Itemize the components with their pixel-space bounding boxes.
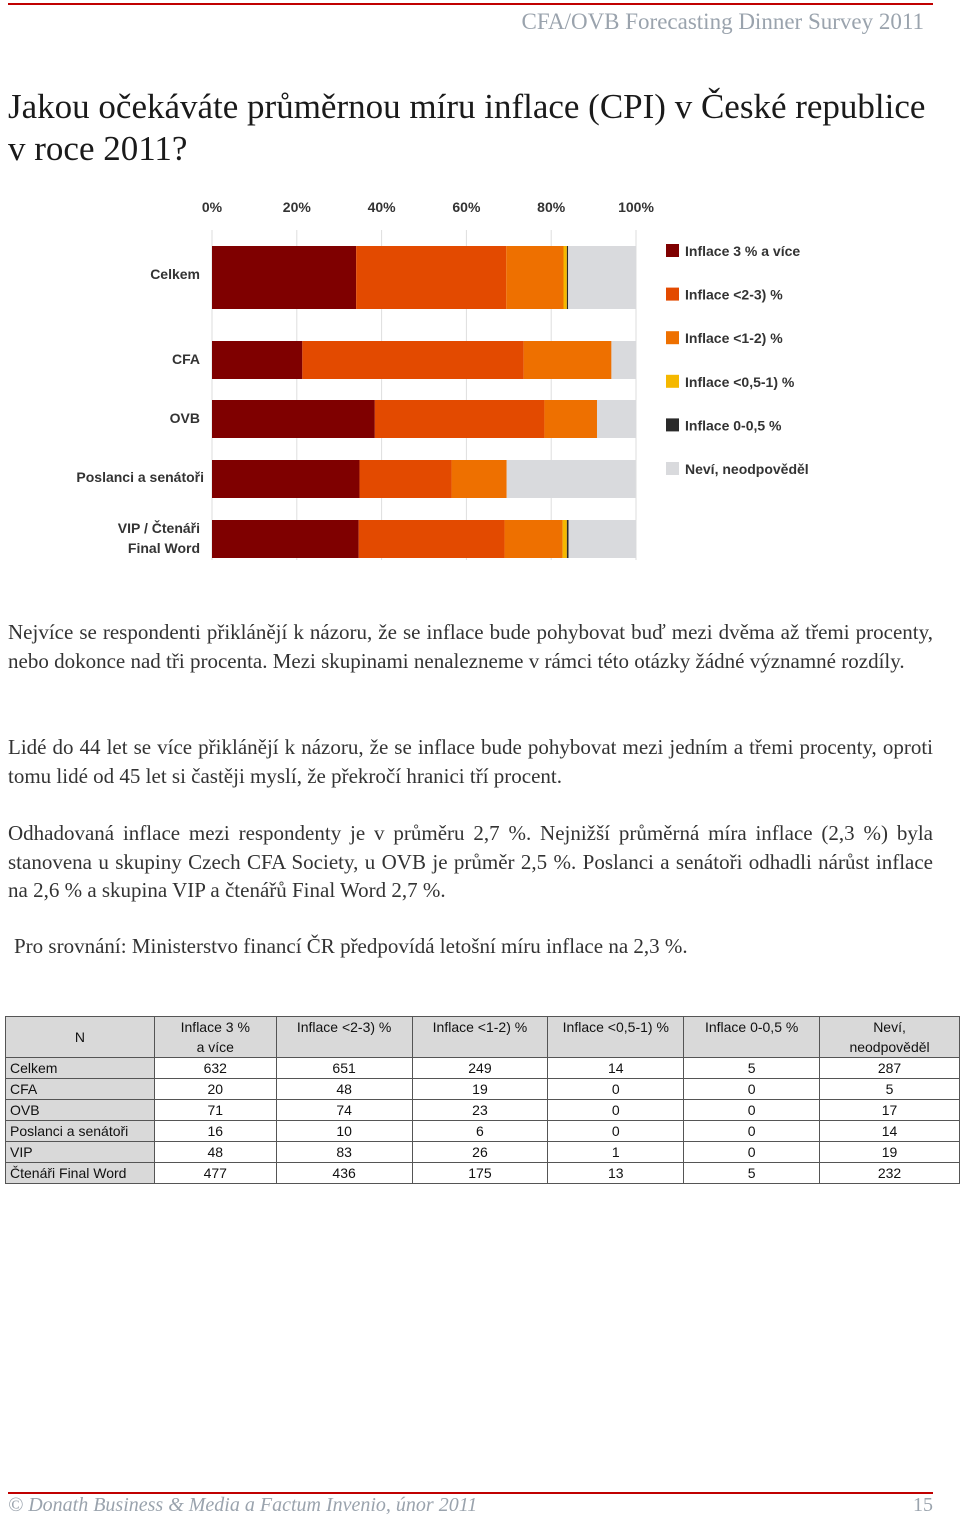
table-cell: 175 bbox=[412, 1163, 548, 1184]
bar-segment bbox=[212, 520, 359, 558]
table-cell: 5 bbox=[684, 1163, 820, 1184]
table-row bbox=[6, 1058, 960, 1079]
x-tick-label: 60% bbox=[452, 199, 481, 215]
table-cell: 71 bbox=[154, 1100, 276, 1121]
table-row bbox=[6, 1079, 960, 1100]
bar-segment bbox=[611, 341, 636, 379]
table-cell: 477 bbox=[154, 1163, 276, 1184]
bar-segment bbox=[563, 520, 567, 558]
bar-segment bbox=[505, 520, 563, 558]
legend-swatch bbox=[666, 418, 679, 431]
x-tick-label: 0% bbox=[201, 199, 223, 215]
bar-segment bbox=[569, 520, 636, 558]
question-title: Jakou očekáváte průměrnou míru inflace (CPI) v České republice v roce 2011? bbox=[8, 87, 926, 168]
bar-segment bbox=[360, 460, 452, 498]
table-row bbox=[6, 1121, 960, 1142]
table-row bbox=[6, 1142, 960, 1163]
legend-swatch bbox=[666, 375, 679, 388]
table-cell: 26 bbox=[412, 1142, 548, 1163]
table-cell: 0 bbox=[684, 1100, 820, 1121]
table-cell: 13 bbox=[548, 1163, 684, 1184]
bar-segment bbox=[544, 400, 597, 438]
table-cell: 0 bbox=[548, 1100, 684, 1121]
bar-segment bbox=[563, 246, 566, 309]
bar-segment bbox=[567, 246, 568, 309]
header-line-1: Inflace 3 % bbox=[180, 1019, 250, 1035]
bar-segment bbox=[524, 341, 612, 379]
table-cell: 23 bbox=[412, 1100, 548, 1121]
legend-label: Inflace <0,5-1) % bbox=[685, 373, 795, 390]
table-cell: 436 bbox=[276, 1163, 412, 1184]
table-cell: 0 bbox=[684, 1121, 820, 1142]
table-cell: 83 bbox=[276, 1142, 412, 1163]
table-cell: 651 bbox=[276, 1058, 412, 1079]
table-header-col bbox=[684, 1017, 820, 1058]
table-cell: 632 bbox=[154, 1058, 276, 1079]
bar-segment bbox=[597, 400, 636, 438]
table-cell: 0 bbox=[684, 1142, 820, 1163]
header-line-1: Neví, bbox=[873, 1019, 906, 1035]
table-cell: 10 bbox=[276, 1121, 412, 1142]
table-cell: 16 bbox=[154, 1121, 276, 1142]
table-cell: 0 bbox=[548, 1079, 684, 1100]
table-header-col bbox=[548, 1017, 684, 1058]
bar-segment bbox=[359, 520, 505, 558]
category-label: Celkem bbox=[150, 266, 200, 282]
bar-segment bbox=[212, 341, 302, 379]
bar-segment bbox=[452, 460, 507, 498]
table-cell: 48 bbox=[276, 1079, 412, 1100]
row-label: VIP bbox=[6, 1142, 155, 1163]
table-cell: 1 bbox=[548, 1142, 684, 1163]
paragraph-1: Nejvíce se respondenti přiklánějí k názoru, že se inflace bude pohybovat buď mezi dvěma až třemi procenty, nebo dokonce nad tři procenta. Mezi skupinami nenalezneme v rámci této otázky žádné významné rozdíly. bbox=[8, 620, 933, 673]
table-cell: 19 bbox=[412, 1079, 548, 1100]
header-line-1: Inflace <1-2) % bbox=[432, 1019, 528, 1035]
table-cell: 249 bbox=[412, 1058, 548, 1079]
bar-segment bbox=[212, 246, 356, 309]
legend-label: Neví, neodpověděl bbox=[685, 461, 809, 477]
table-header-row bbox=[6, 1017, 960, 1058]
legend-swatch bbox=[666, 288, 679, 301]
table-cell: 5 bbox=[684, 1058, 820, 1079]
paragraph-3: Odhadovaná inflace mezi respondenty je v průměru 2,7 %. Nejnižší průměrná míra inflace (2,3 %) byla stanovena u skupiny Czech CFA Society, u OVB je průměr 2,5 %. Poslanci a senátoři odhadli nárůst inflace na 2,6 % a skupina VIP a čtenářů Final Word 2,7 %. bbox=[8, 821, 933, 902]
x-tick-label: 20% bbox=[282, 199, 311, 215]
legend-label: Inflace <1-2) % bbox=[685, 330, 783, 347]
page-number: 15 bbox=[913, 1494, 933, 1516]
header-rule bbox=[8, 3, 933, 5]
table-row bbox=[6, 1163, 960, 1184]
header-line-2: neodpověděl bbox=[849, 1039, 930, 1055]
legend-label: Inflace 3 % a více bbox=[685, 243, 801, 259]
table-cell: 0 bbox=[548, 1121, 684, 1142]
table-cell: 48 bbox=[154, 1142, 276, 1163]
table-cell: 14 bbox=[548, 1058, 684, 1079]
bar-segment bbox=[507, 460, 636, 498]
table-cell: 14 bbox=[820, 1121, 960, 1142]
table-cell: 0 bbox=[684, 1079, 820, 1100]
bar-segment bbox=[212, 400, 375, 438]
footer-copyright: © Donath Business & Media a Factum Invenio, únor 2011 bbox=[8, 1494, 478, 1516]
bar-segment bbox=[506, 246, 563, 309]
legend-swatch bbox=[666, 462, 679, 475]
table-header-col bbox=[820, 1017, 960, 1058]
table-cell: 74 bbox=[276, 1100, 412, 1121]
bar-segment bbox=[356, 246, 506, 309]
legend-label: Inflace 0-0,5 % bbox=[685, 417, 782, 434]
header-title: CFA/OVB Forecasting Dinner Survey 2011 bbox=[521, 9, 924, 34]
table-cell: 5 bbox=[820, 1079, 960, 1100]
paragraph-4: Pro srovnání: Ministerstvo financí ČR předpovídá letošní míru inflace na 2,3 %. bbox=[14, 934, 688, 958]
x-tick-label: 100% bbox=[618, 199, 654, 215]
bar-segment bbox=[375, 400, 545, 438]
row-label: Celkem bbox=[6, 1058, 155, 1079]
category-label: OVB bbox=[169, 410, 200, 426]
table-header-n: N bbox=[6, 1017, 155, 1058]
counts-table bbox=[5, 1016, 960, 1184]
row-label: Poslanci a senátoři bbox=[6, 1121, 155, 1142]
table-cell: 20 bbox=[154, 1079, 276, 1100]
table-cell: 19 bbox=[820, 1142, 960, 1163]
row-label: CFA bbox=[6, 1079, 155, 1100]
bar-segment bbox=[302, 341, 523, 379]
legend-swatch bbox=[666, 244, 679, 257]
table-header-col bbox=[276, 1017, 412, 1058]
header-line-2: a více bbox=[196, 1039, 234, 1055]
bar-segment bbox=[568, 246, 636, 309]
category-label: VIP / Čtenáři bbox=[117, 520, 200, 536]
table-header-col bbox=[154, 1017, 276, 1058]
paragraph-2: Lidé do 44 let se více přiklánějí k názoru, že se inflace bude pohybovat mezi jedním a třemi procenty, oproti tomu lidé od 45 let si častěji myslí, že překročí hranici tří procent. bbox=[8, 735, 933, 788]
table-cell: 17 bbox=[820, 1100, 960, 1121]
row-label: OVB bbox=[6, 1100, 155, 1121]
table-cell: 232 bbox=[820, 1163, 960, 1184]
row-label: Čtenáři Final Word bbox=[6, 1163, 155, 1184]
table-cell: 6 bbox=[412, 1121, 548, 1142]
category-label: Final Word bbox=[127, 540, 200, 556]
table-header-col bbox=[412, 1017, 548, 1058]
header-line-1: Inflace <0,5-1) % bbox=[562, 1019, 669, 1035]
legend-label: Inflace <2-3) % bbox=[685, 286, 783, 303]
x-tick-label: 40% bbox=[367, 199, 396, 215]
header-line-1: Inflace <2-3) % bbox=[296, 1019, 392, 1035]
category-label: Poslanci a senátoři bbox=[76, 469, 204, 485]
legend-swatch bbox=[666, 331, 679, 344]
table-cell: 287 bbox=[820, 1058, 960, 1079]
table-row bbox=[6, 1100, 960, 1121]
header-line-1: Inflace 0-0,5 % bbox=[704, 1019, 799, 1035]
stacked-bar-chart bbox=[0, 190, 960, 570]
bar-segment bbox=[212, 460, 360, 498]
category-label: CFA bbox=[172, 351, 200, 367]
x-tick-label: 80% bbox=[537, 199, 566, 215]
bar-segment bbox=[567, 520, 569, 558]
